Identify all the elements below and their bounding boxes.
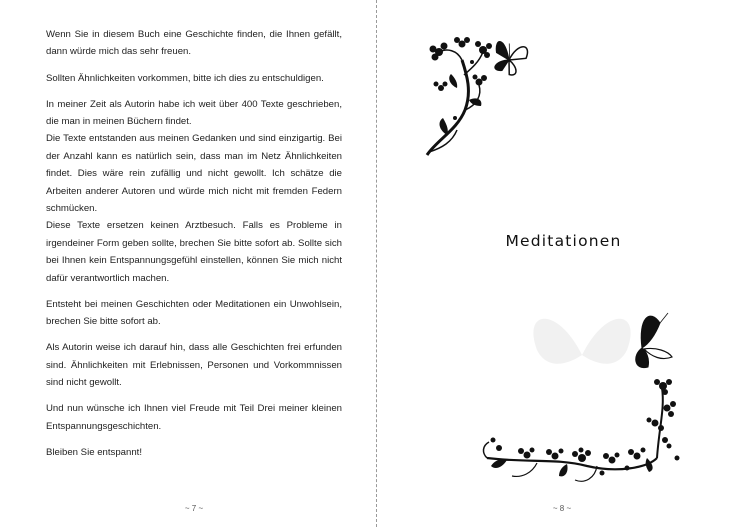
paragraph-4: Die Texte entstanden aus meinen Gedanken und sind einzigartig. Bei der Anzahl kann es natürlich sein, dass man im Netz Ähnlichkeiten findet. Dies wäre rein zufällig und nicht gewollt. Ich schätze die Arbeiten anderer Autoren und würde mich nicht mit fremden Federn schmücken. bbox=[46, 133, 342, 215]
paragraph-7: Als Autorin weise ich darauf hin, dass alle Geschichten frei erfunden sind. Ähnlichkeiten mit Erlebnissen, Personen und Vorkommnissen sind nicht gewollt. bbox=[46, 342, 342, 389]
paragraph-6: Entsteht bei meinen Geschichten oder Meditationen ein Unwohlsein, brechen Sie bitte sofort ab. bbox=[46, 298, 342, 328]
paragraph-9: Bleiben Sie entspannt! bbox=[46, 446, 143, 458]
right-page bbox=[377, 0, 750, 527]
floral-butterfly-top-icon bbox=[417, 30, 537, 160]
paragraph-3: In meiner Zeit als Autorin habe ich weit über 400 Texte geschrieben, die man in meinen Büchern findet. bbox=[46, 98, 342, 127]
page-number-left: ~ 7 ~ bbox=[184, 504, 204, 513]
page-title: Meditationen bbox=[505, 232, 622, 250]
floral-butterfly-bottom-icon bbox=[477, 308, 697, 488]
paragraph-5: Diese Texte ersetzen keinen Arztbesuch. Falls es Probleme in irgendeiner Form geben sollte, brechen Sie bitte sofort ab. Sollte sich bei Ihnen kein Entspannungsgefühl einstellen, können Sie mich nicht dafür verantwortlich machen. bbox=[46, 220, 342, 284]
body-text bbox=[46, 26, 342, 470]
paragraph-1: Wenn Sie in diesem Buch eine Geschichte finden, die Ihnen gefällt, dann würde mich das sehr freuen. bbox=[46, 29, 342, 58]
page-number-right: ~ 8 ~ bbox=[552, 504, 572, 513]
paragraph-8: Und nun wünsche ich Ihnen viel Freude mit Teil Drei meiner kleinen Entspannungsgeschichten. bbox=[46, 403, 342, 432]
paragraph-2: Sollten Ähnlichkeiten vorkommen, bitte ich dies zu entschuldigen. bbox=[46, 72, 324, 84]
